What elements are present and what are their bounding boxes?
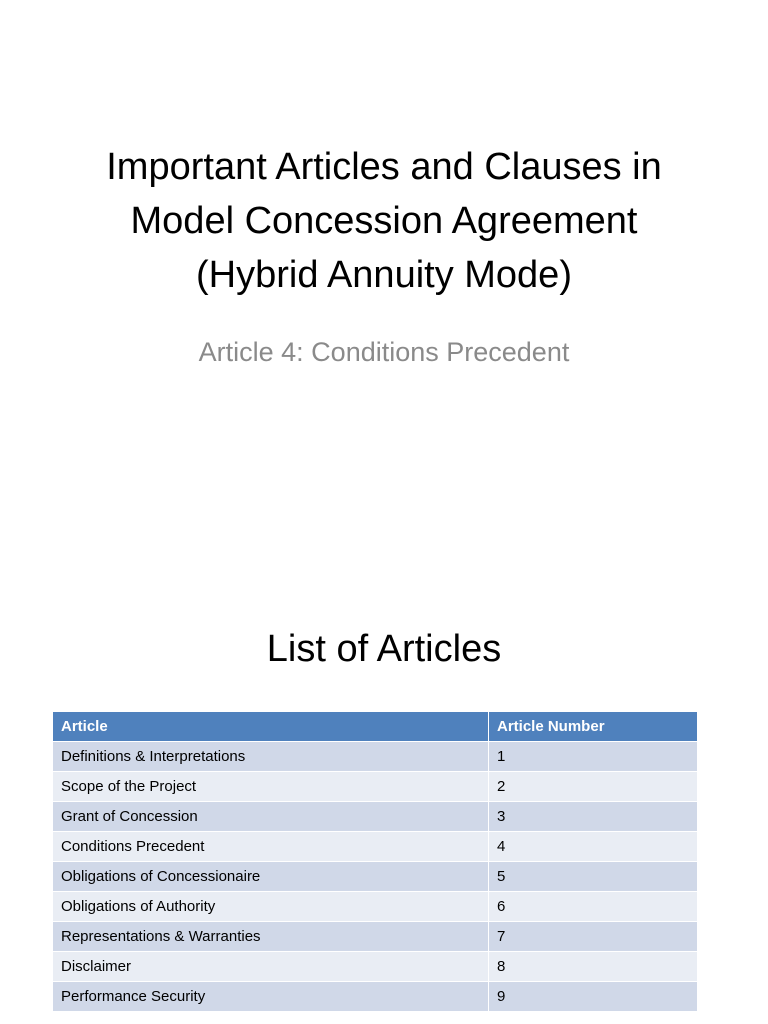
table-row	[53, 832, 698, 862]
table-row	[53, 952, 698, 982]
article-number-cell: 4	[489, 832, 698, 862]
table-header-row	[53, 712, 698, 742]
slide-title-line: Model Concession Agreement	[130, 200, 638, 242]
articles-table	[52, 711, 698, 1012]
article-name-cell: Representations & Warranties	[53, 922, 489, 952]
list-of-articles-slide	[0, 576, 768, 1024]
table-row	[53, 802, 698, 832]
article-number-cell: 3	[489, 802, 698, 832]
column-header-article: Article	[53, 712, 489, 742]
article-name-cell: Conditions Precedent	[53, 832, 489, 862]
article-number-cell: 7	[489, 922, 698, 952]
article-number-cell: 1	[489, 742, 698, 772]
slide-title-line: (Hybrid Annuity Mode)	[196, 254, 572, 296]
article-name-cell: Obligations of Concessionaire	[53, 862, 489, 892]
article-number-cell: 8	[489, 952, 698, 982]
slide-title-line: Important Articles and Clauses in	[106, 146, 662, 188]
article-name-cell: Definitions & Interpretations	[53, 742, 489, 772]
table-row	[53, 892, 698, 922]
slide-title	[40, 140, 728, 302]
article-name-cell: Performance Security	[53, 982, 489, 1012]
table-row	[53, 862, 698, 892]
article-number-cell: 2	[489, 772, 698, 802]
column-header-article-number: Article Number	[489, 712, 698, 742]
table-row	[53, 772, 698, 802]
article-name-cell: Grant of Concession	[53, 802, 489, 832]
table-row	[53, 742, 698, 772]
article-number-cell: 9	[489, 982, 698, 1012]
article-name-cell: Obligations of Authority	[53, 892, 489, 922]
table-row	[53, 982, 698, 1012]
article-name-cell: Disclaimer	[53, 952, 489, 982]
article-name-cell: Scope of the Project	[53, 772, 489, 802]
table-row	[53, 922, 698, 952]
article-number-cell: 5	[489, 862, 698, 892]
list-title: List of Articles	[266, 628, 502, 670]
article-number-cell: 6	[489, 892, 698, 922]
slide-subtitle: Article 4: Conditions Precedent	[198, 337, 570, 367]
